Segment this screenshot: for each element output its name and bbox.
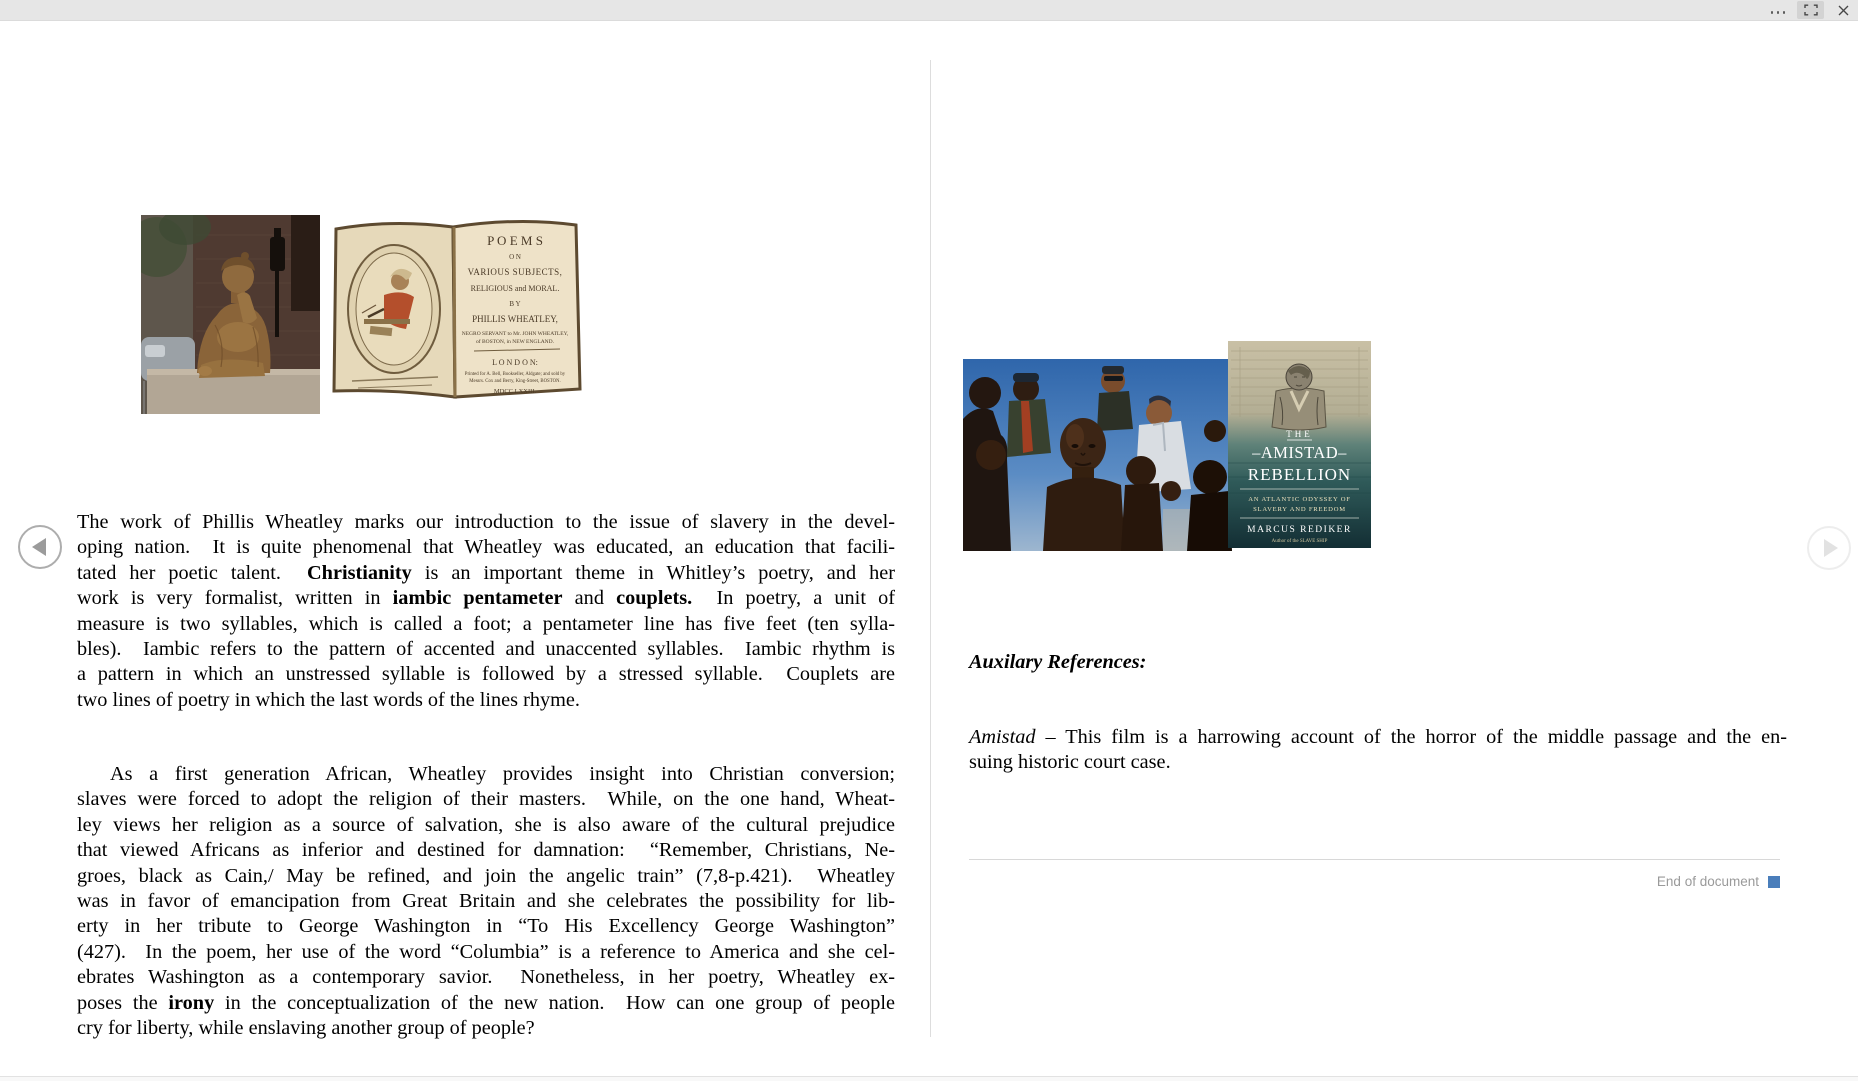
titlebar [0, 0, 1858, 21]
text-line: groes, black as Cain,/ May be refined, and join the angelic train” (7,8-p.421). Wheatley [77, 864, 895, 887]
fit-to-window-icon [1804, 4, 1818, 16]
svg-text:THE: THE [1286, 429, 1313, 439]
wheatley-paragraph-2 [77, 762, 895, 1041]
end-of-document-square-icon [1768, 876, 1780, 888]
wheatley-paragraph-1 [77, 510, 895, 713]
text-line: Amistad – This film is a harrowing account of the horror of the middle passage and the en- [969, 726, 1787, 748]
svg-text:Printed for A. Bell, Bookselle: Printed for A. Bell, Bookseller, Aldgate; and sold by [464, 372, 566, 377]
svg-text:MDCC LXXIII.: MDCC LXXIII. [493, 388, 537, 395]
ellipsis-icon [1769, 1, 1787, 19]
titlebar-controls [1766, 0, 1855, 20]
svg-text:O N: O N [509, 253, 521, 261]
close-icon [1838, 5, 1849, 16]
svg-text:NEGRO SERVANT to Mr. JOHN WHEA: NEGRO SERVANT to Mr. JOHN WHEATLEY, [461, 331, 569, 337]
text-line: The work of Phillis Wheatley marks our introduction to the issue of slavery in the devel- [77, 511, 895, 533]
text-line: that viewed Africans as inferior and destined for damnation: “Remember, Christians, Ne- [77, 839, 895, 862]
text-line: cry for liberty, while enslaving another group of people? [77, 1017, 535, 1040]
column-divider [930, 60, 931, 1037]
svg-text:Messrs. Cox and Berry, King-St: Messrs. Cox and Berry, King-Street, BOSTON. [469, 379, 561, 384]
text-line: slaves were forced to adopt the religion of their masters. While, on the one hand, Wheat- [77, 788, 895, 811]
close-button[interactable] [1831, 1, 1855, 19]
text-line: measure is two syllables, which is called a foot; a pentameter line has five feet (ten sylla- [77, 612, 895, 635]
text-line: ebrates Washington as a contemporary savior. Nonetheless, in her poetry, Wheatley ex- [77, 966, 895, 989]
svg-text:AN ATLANTIC ODYSSEY OF: AN ATLANTIC ODYSSEY OF [1248, 496, 1351, 503]
triangle-left-icon [32, 538, 46, 556]
auxilary-references-heading: Auxilary References: [969, 651, 1147, 673]
text-line: two lines of poetry in which the last words of the lines rhyme. [77, 688, 580, 711]
amistad-rebellion-book-cover-image [1228, 341, 1371, 548]
svg-text:L O N D O N:: L O N D O N: [492, 358, 538, 367]
cover-title-line1: –AMISTAD– [1252, 443, 1347, 462]
bottom-bar [0, 1076, 1858, 1081]
cover-title-line2: REBELLION [1247, 465, 1352, 484]
end-of-document-row [969, 874, 1780, 889]
text-line: bles). Iambic refers to the pattern of accented and unaccented syllables. Iambic rhythm is [77, 638, 895, 661]
text-line: suing historic court case. [969, 751, 1171, 774]
poems-title-text: P O E M S [487, 233, 543, 248]
amistad-film-still-image [963, 359, 1232, 551]
text-line: erty in her tribute to George Washington in “To His Excellency George Washington” [77, 915, 895, 938]
next-page-button[interactable] [1807, 526, 1851, 570]
previous-page-button[interactable] [18, 525, 62, 569]
svg-text:SLAVERY AND FREEDOM: SLAVERY AND FREEDOM [1253, 506, 1346, 513]
svg-text:of BOSTON, in NEW ENGLAND.: of BOSTON, in NEW ENGLAND. [475, 339, 555, 345]
fit-to-window-button[interactable] [1797, 1, 1824, 19]
text-line: tated her poetic talent. Christianity is an important theme in Whitley’s poetry, and her [77, 561, 895, 584]
svg-text:PHILLIS WHEATLEY,: PHILLIS WHEATLEY, [472, 314, 558, 324]
svg-text:VARIOUS SUBJECTS,: VARIOUS SUBJECTS, [467, 267, 563, 277]
text-line: a pattern in which an unstressed syllable is followed by a stressed syllable. Couplets are [77, 663, 895, 686]
svg-text:MARCUS REDIKER: MARCUS REDIKER [1247, 525, 1352, 535]
phillis-wheatley-statue-image [141, 215, 320, 414]
svg-text:B Y: B Y [509, 300, 521, 308]
svg-text:Author of the SLAVE SHIP: Author of the SLAVE SHIP [1271, 539, 1328, 544]
svg-text:RELIGIOUS and MORAL.: RELIGIOUS and MORAL. [470, 284, 560, 293]
end-of-document-rule [969, 859, 1780, 860]
amistad-reference-paragraph [969, 725, 1787, 776]
text-line: As a first generation African, Wheatley provides insight into Christian conversion; [110, 763, 895, 785]
text-line: work is very formalist, written in iambic pentameter and couplets. In poetry, a unit of [77, 587, 895, 610]
text-line: was in favor of emancipation from Great Britain and she celebrates the possibility for lib- [77, 890, 895, 913]
poems-book-title-page-image [322, 215, 590, 412]
text-line: (427). In the poem, her use of the word “Columbia” is a reference to America and she cel- [77, 940, 895, 963]
text-line: oping nation. It is quite phenomenal that Wheatley was educated, an education that facili- [77, 536, 895, 559]
text-line: poses the irony in the conceptualization of the new nation. How can one group of people [77, 991, 895, 1014]
end-of-document-label: End of document [1656, 874, 1759, 889]
text-line: ley views her religion as a source of salvation, she is also aware of the cultural prejudice [77, 813, 895, 836]
triangle-right-icon [1824, 539, 1838, 557]
more-options-button[interactable] [1766, 1, 1790, 19]
